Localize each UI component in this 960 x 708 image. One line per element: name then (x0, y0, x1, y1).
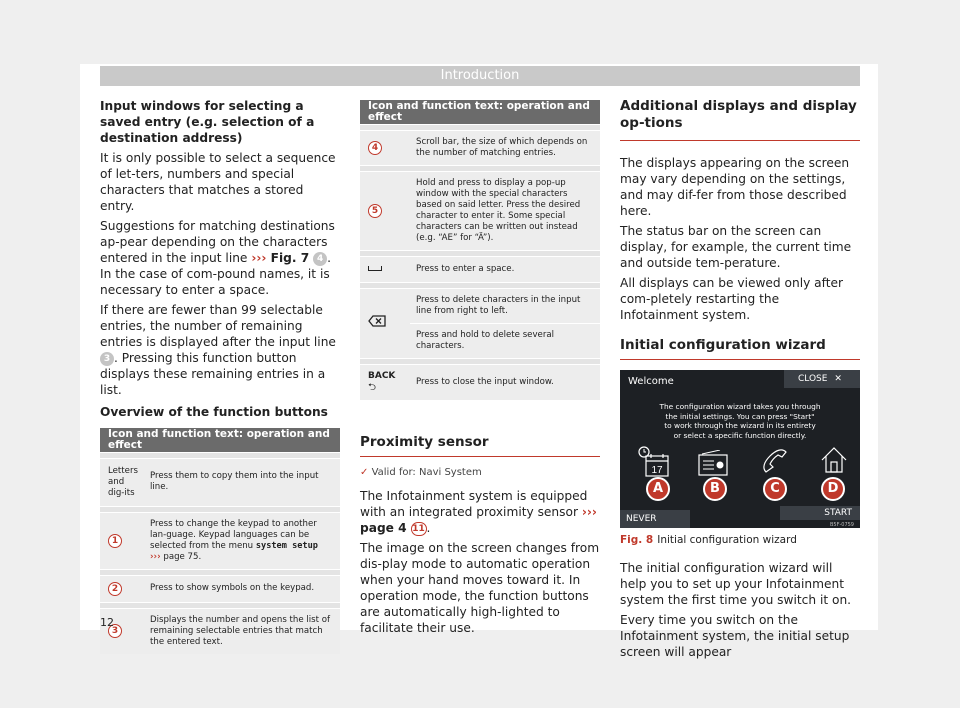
table-row: Press and hold to delete several characters. (360, 323, 600, 358)
table-row: BACK ⮌ Press to close the input window. (360, 364, 600, 400)
back-arrow-icon: ⮌ (368, 381, 377, 393)
col1-p2: Suggestions for matching destinations ap-pear depending on the characters entered in the input line ››› Fig. 7 4 . In the case of com-pound names, it is necessary to enter a space. (100, 219, 335, 297)
table-row: 4 Scroll bar, the size of which depends on the number of matching entries. (360, 130, 600, 165)
table-header: Icon and function text: operation and effect (100, 428, 340, 452)
check-icon: ✓ (360, 466, 369, 478)
callout-a: A (646, 477, 670, 501)
function-table-2 (360, 100, 600, 400)
column-3 (620, 98, 860, 664)
fig-ref[interactable]: Fig. 7 (270, 251, 310, 265)
wizard-message: The configuration wizard takes you through the initial settings. You can press "Start" to work through the wizard in its entirety or select a specific function directly. (659, 402, 821, 440)
column-2 (360, 100, 600, 640)
page-number: 12 (100, 616, 114, 629)
callout-c: C (763, 477, 787, 501)
table-row: Letters and dig-its Press them to copy them into the input line. (100, 458, 340, 506)
col3-p1: The displays appearing on the screen may vary depending on the settings, and may dif-fer from those described here. (620, 156, 850, 218)
never-button[interactable]: NEVER (620, 510, 690, 528)
wizard-figure (620, 370, 860, 528)
chapter-header: Introduction (100, 66, 860, 86)
col1-body (100, 150, 340, 420)
table-row: Press to delete characters in the input line from right to left. (360, 288, 600, 323)
backspace-icon (368, 315, 386, 327)
calendar-clock-icon[interactable] (638, 446, 672, 478)
radio-icon[interactable] (698, 450, 728, 476)
col1-p3: If there are fewer than 99 selectable entries, the number of remaining entries is displayed after the input line 3 . Pressing this function button displays these remaining entries in a list. (100, 303, 336, 397)
svg-text:17: 17 (651, 465, 663, 476)
callout-4: 4 (313, 252, 327, 266)
function-table-1 (100, 428, 340, 654)
column-1 (100, 98, 340, 654)
input-windows-heading: Input windows for selecting a saved entry (e.g. selection of a destination address) (100, 99, 315, 145)
table-row: 5 Hold and press to display a pop-up window with the special characters based on said letter. Press the desired character to enter it. Some special characters can be written out instead (e.g. “AE” for “Ä”). (360, 171, 600, 250)
page-ref[interactable]: page 4 (360, 520, 407, 535)
callout-3: 3 (100, 352, 114, 366)
table-row: 2 Press to show symbols on the keypad. (100, 575, 340, 602)
welcome-label: Welcome (628, 376, 674, 387)
additional-displays-title: Additional displays and display op-tions (620, 98, 860, 141)
close-icon: ✕ (834, 374, 842, 384)
valid-for: ✓ Valid for: Navi System (360, 466, 482, 478)
home-icon[interactable] (820, 446, 848, 474)
table-header: Icon and function text: operation and effect (360, 100, 600, 124)
proximity-p1: The Infotainment system is equipped with an integrated proximity sensor ››› page 4 11 . (360, 488, 597, 535)
wizard-title: Initial configuration wizard (620, 337, 860, 360)
close-button[interactable]: CLOSE ✕ (784, 370, 860, 388)
overview-heading: Overview of the function buttons (100, 405, 328, 419)
back-label: BACK (368, 370, 396, 381)
figure-code: B5F-0759 (829, 522, 854, 528)
callout-b: B (703, 477, 727, 501)
callout-d: D (821, 477, 845, 501)
figure-caption: Fig. 8 Initial configuration wizard (620, 534, 797, 546)
space-icon (368, 266, 382, 271)
proximity-section (360, 434, 600, 636)
proximity-p2: The image on the screen changes from dis-play mode to automatic operation when your hand moves toward it. In operation mode, the function buttons are automatically high-lighted to facilitate their use. (360, 540, 600, 635)
table-row: 1 Press to change the keypad to another lan-guage. Keypad languages can be selected from the menu system setup ››› page 75. (100, 512, 340, 569)
col3-p3: All displays can be viewed only after com-pletely restarting the Infotainment system. (620, 276, 844, 322)
callout-11: 11 (412, 523, 425, 534)
col3-p4: The initial configuration wizard will help you to set up your Infotainment system the first time you switch it on. (620, 561, 852, 607)
start-button[interactable]: START (780, 506, 860, 520)
table-row: 3 Displays the number and opens the list of remaining selectable entries that match the entered text. (100, 608, 340, 654)
table-row: Press to enter a space. (360, 256, 600, 282)
col3-p5: Every time you switch on the Infotainment system, the initial setup screen will appear (620, 613, 850, 659)
phone-icon[interactable] (760, 448, 790, 476)
col3-p2: The status bar on the screen can display, for example, the current time and outside tem-perature. (620, 224, 852, 270)
col1-p1: It is only possible to select a sequence of let-ters, numbers and special characters that matches a stored entry. (100, 151, 336, 213)
proximity-title: Proximity sensor (360, 434, 600, 457)
